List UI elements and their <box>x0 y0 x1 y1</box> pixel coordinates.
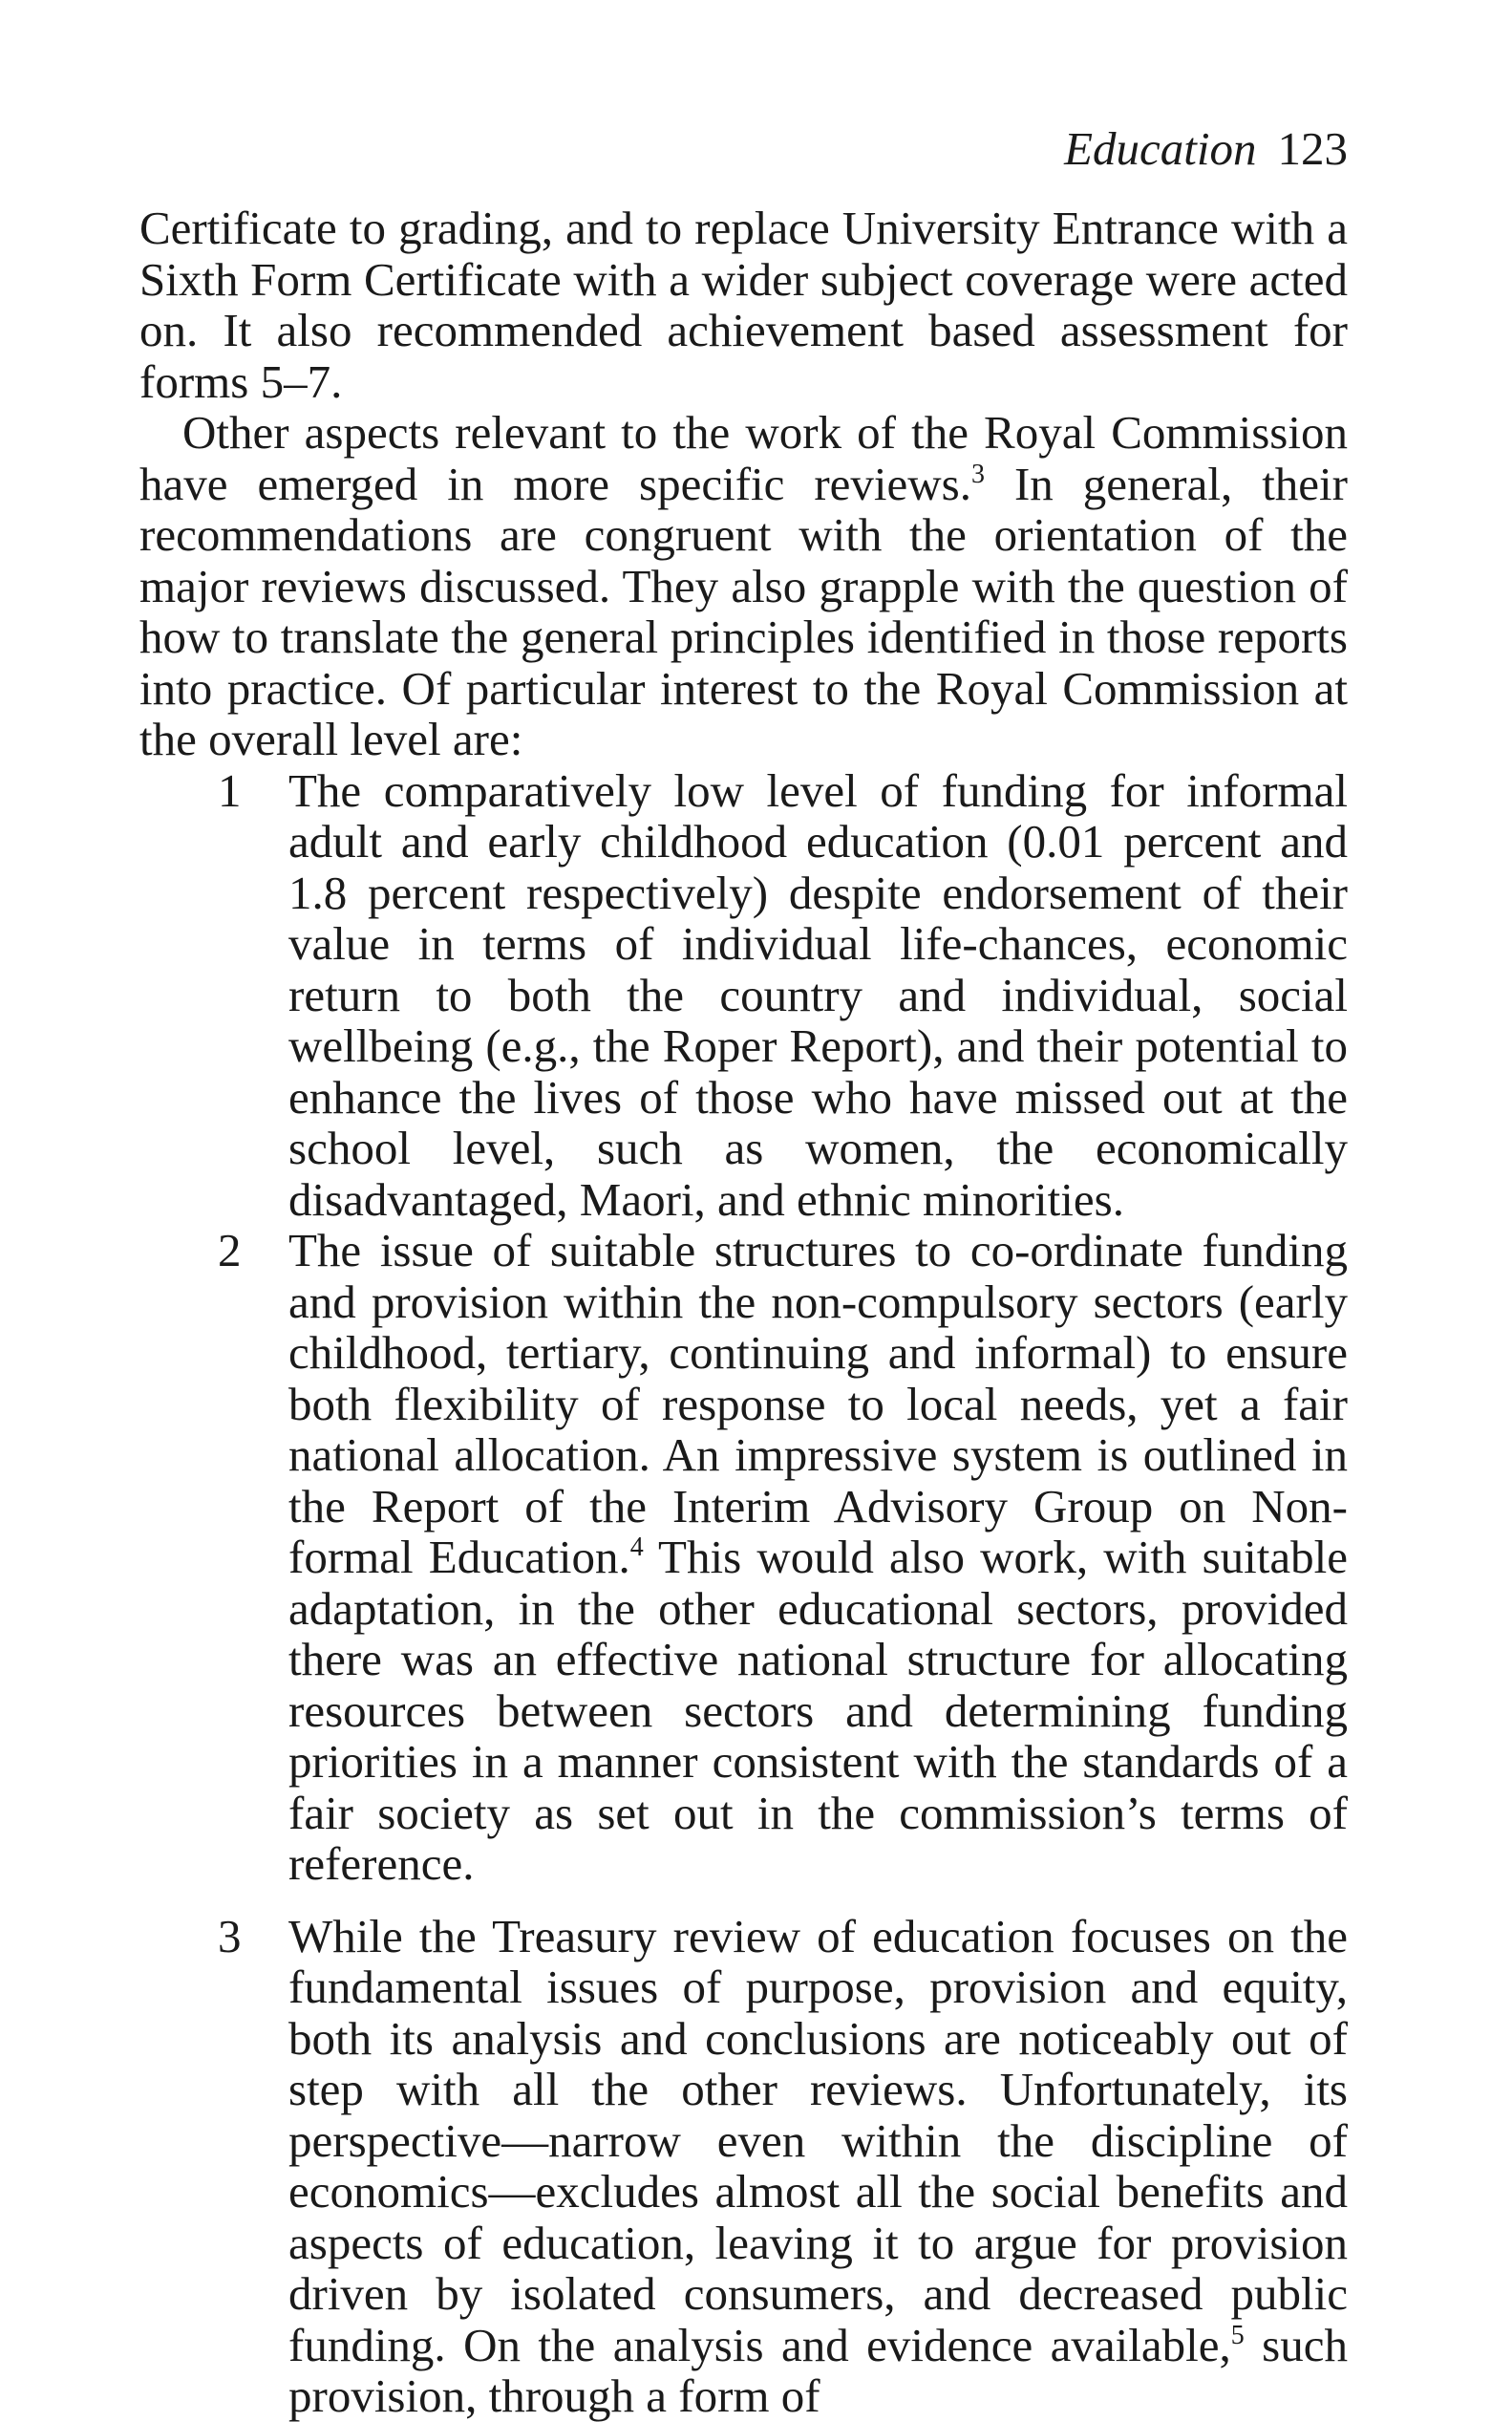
list-item-text-part: The issue of suitable structures to co-ordinate funding and provision within the non-compulsory sectors (early childhood, tertiary, continuing and informal) to ensure both flexibility of response to local needs, yet a fair national allocation. An impressive system is outlined in the Report of the Interim Advisory Group on Non-formal Education. <box>288 1224 1348 1583</box>
paragraph-text: In general, their recommendations are congruent with the orientation of the major reviews discussed. They also grapple with the question of how to translate the general principles identified in those reports into practice. Of particular interest to the Royal Commission at the overall level are: <box>139 458 1348 766</box>
paragraph-continued: Certificate to grading, and to replace University Entrance with a Sixth Form Certificate with a wider subject coverage were acted on. It also recommended achievement based assessment for forms 5–7. <box>139 203 1348 407</box>
list-item-text <box>288 1911 1348 2422</box>
list-item-3 <box>139 1911 1348 2422</box>
list-item-number: 3 <box>218 1911 242 1962</box>
running-head-section-title: Education <box>1064 122 1256 175</box>
list-item-text <box>288 1225 1348 1890</box>
running-head <box>1064 122 1348 176</box>
list-item-text-part: such provision, through a form of <box>288 2319 1348 2422</box>
list-item-number: 1 <box>218 765 242 817</box>
list-item-text-part: This would also work, with suitable adaptation, in the other educational sectors, provided there was an effective national structure for allocating resources between sectors and determining funding priorities in a manner consistent with the standards of a fair society as set out in the commission’s terms of reference. <box>288 1531 1348 1890</box>
list-item-text-part: While the Treasury review of education focuses on the fundamental issues of purpose, provision and equity, both its analysis and conclusions are noticeably out of step with all the other reviews. Unfortunately, its perspective—narrow even within the discipline of economics—excludes almost all the social benefits and aspects of education, leaving it to argue for provision driven by isolated consumers, and decreased public funding. On the analysis and evidence available, <box>288 1910 1348 2371</box>
list-item-text: The comparatively low level of funding for informal adult and early childhood education (0.01 percent and 1.8 percent respectively) despite endorsement of their value in terms of individual life-chances, economic return to both the country and individual, social wellbeing (e.g., the Roper Report), and their potential to enhance the lives of those who have missed out at the school level, such as women, the economically disadvantaged, Maori, and ethnic minorities. <box>288 765 1348 1226</box>
list-item-1 <box>139 765 1348 1226</box>
footnote-marker: 4 <box>630 1533 644 1562</box>
list-item-2 <box>139 1225 1348 1890</box>
footnote-marker: 3 <box>971 460 985 489</box>
paragraph-text: Other aspects relevant to the work of the Royal Commission have emerged in more specific reviews. <box>139 406 1348 510</box>
numbered-list <box>139 765 1348 2422</box>
list-item-number: 2 <box>218 1225 242 1276</box>
paragraph-other-aspects <box>139 407 1348 765</box>
footnote-marker: 5 <box>1231 2321 1245 2350</box>
page-number: 123 <box>1278 122 1349 175</box>
body-text <box>139 203 1348 2422</box>
